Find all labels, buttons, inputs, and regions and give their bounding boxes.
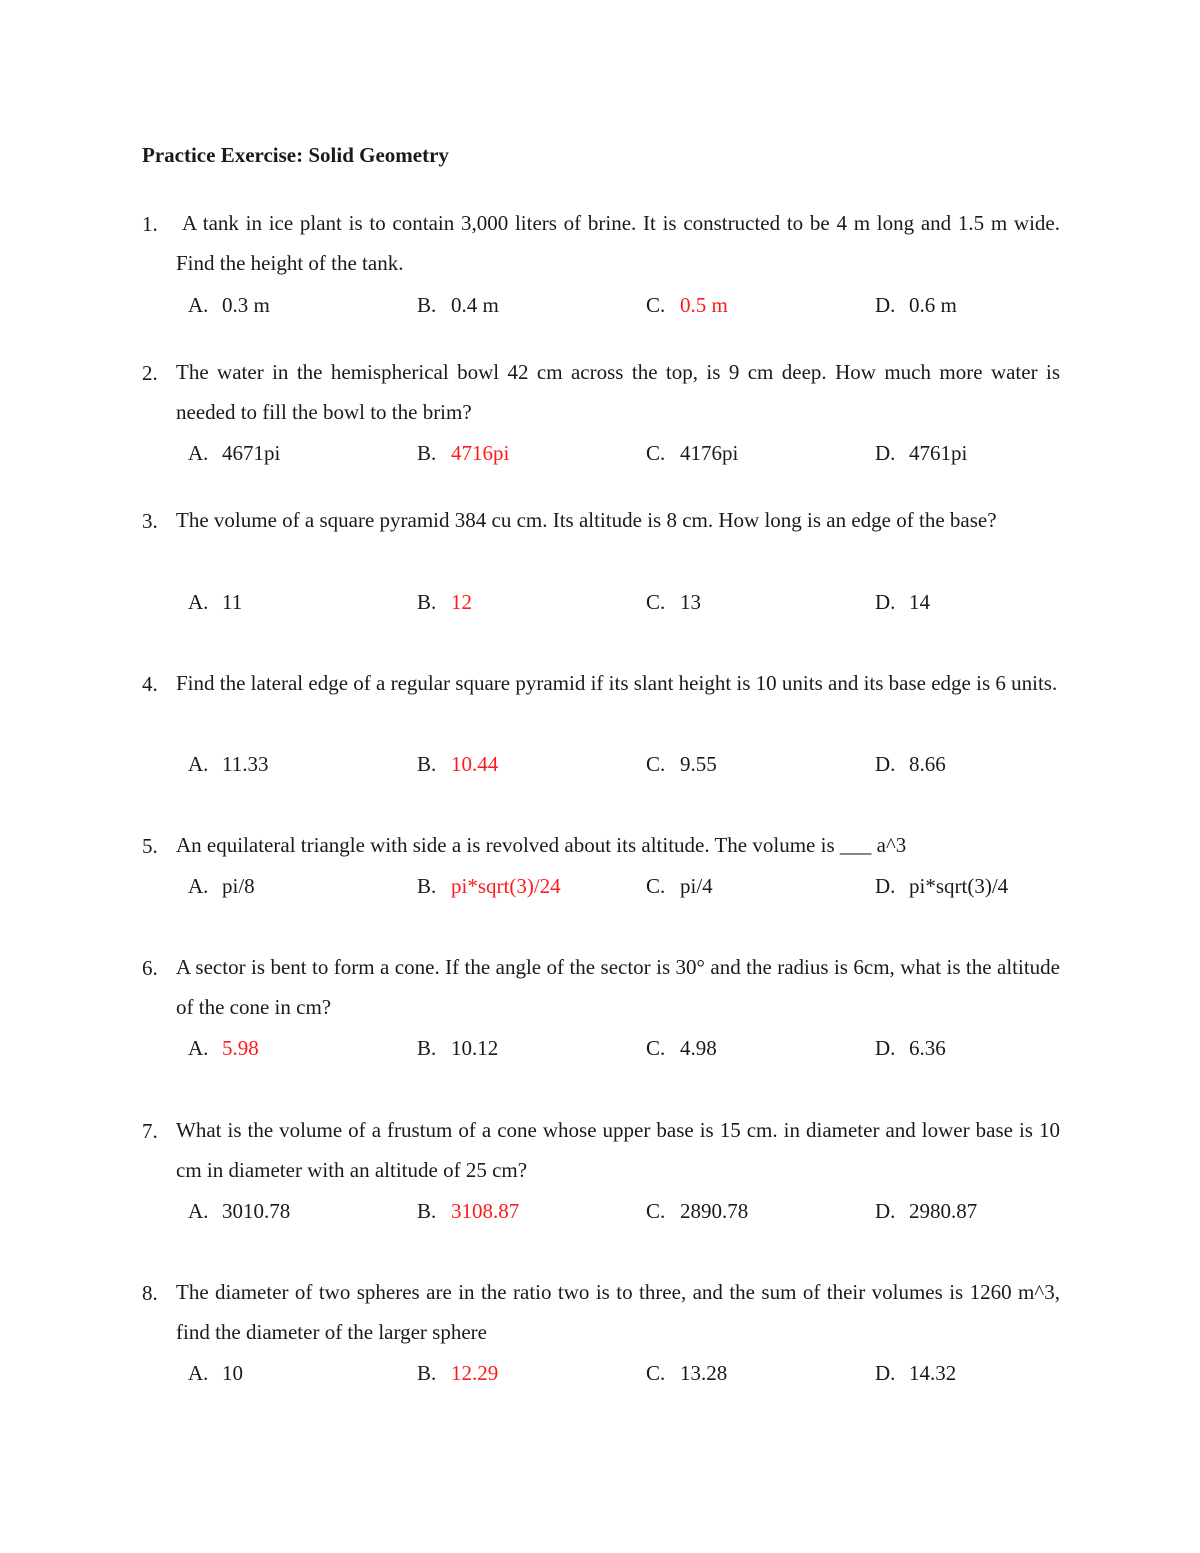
choice-value: 11 [222, 590, 243, 614]
choice-row [188, 590, 1068, 620]
choice-value: pi/8 [222, 874, 255, 898]
choice-value: 2980.87 [909, 1199, 978, 1223]
question-number: 4. [142, 672, 158, 696]
choice-letter: D. [875, 441, 896, 465]
choice-row [188, 293, 1068, 323]
page-title: Practice Exercise: Solid Geometry [142, 143, 449, 167]
choice-value: 4176pi [680, 441, 739, 465]
choice-letter: B. [417, 590, 437, 614]
choice-letter: C. [646, 441, 666, 465]
choice-row [188, 1036, 1068, 1066]
choice-value: 9.55 [680, 752, 717, 776]
question-text: An equilateral triangle with side a is revolved about its altitude. The volume is ___ a^3 [176, 833, 907, 857]
choice-letter: C. [646, 874, 666, 898]
question-text: What is the volume of a frustum of a cone whose upper base is 15 cm. in diameter and lower base is 10 cm in diameter with an altitude of 25 cm? [176, 1118, 1060, 1182]
choice-c [646, 752, 717, 777]
choice-letter: C. [646, 1199, 666, 1223]
choice-value: 8.66 [909, 752, 946, 776]
choice-letter: B. [417, 441, 437, 465]
choice-letter: D. [875, 293, 896, 317]
choice-letter: D. [875, 1036, 896, 1060]
choice-a [188, 590, 242, 615]
choice-b [417, 1036, 498, 1061]
question-number: 8. [142, 1281, 158, 1305]
choice-d [875, 441, 967, 466]
choice-letter: A. [188, 752, 209, 776]
choice-d [875, 1361, 956, 1386]
choice-letter: A. [188, 1361, 209, 1385]
choice-b [417, 441, 509, 466]
choice-letter: B. [417, 1361, 437, 1385]
choice-row [188, 1199, 1068, 1229]
choice-letter: B. [417, 874, 437, 898]
choice-value: 4.98 [680, 1036, 717, 1060]
choice-letter: A. [188, 1199, 209, 1223]
choice-letter: B. [417, 293, 437, 317]
choice-letter: D. [875, 1199, 896, 1223]
question-number: 6. [142, 956, 158, 980]
question-text: A tank in ice plant is to contain 3,000 liters of brine. It is constructed to be 4 m long and 1.5 m wide. Find the height of the tank. [176, 211, 1060, 275]
choice-b [417, 590, 472, 615]
choice-value: 4761pi [909, 441, 968, 465]
choice-letter: C. [646, 1036, 666, 1060]
choice-value: 14 [909, 590, 930, 614]
choice-value: 10 [222, 1361, 243, 1385]
question-text: A sector is bent to form a cone. If the angle of the sector is 30° and the radius is 6cm, what is the altitude of the cone in cm? [176, 955, 1060, 1019]
choice-a [188, 441, 280, 466]
choice-row [188, 752, 1068, 782]
choice-value: 14.32 [909, 1361, 957, 1385]
choice-c [646, 874, 713, 899]
choice-letter: B. [417, 1199, 437, 1223]
choice-row [188, 1361, 1068, 1391]
choice-letter: A. [188, 441, 209, 465]
choice-a [188, 1199, 290, 1224]
choice-value: 0.3 m [222, 293, 270, 317]
choice-c [646, 1036, 717, 1061]
choice-d [875, 1199, 977, 1224]
choice-value: 4671pi [222, 441, 281, 465]
question-number: 5. [142, 834, 158, 858]
choice-d [875, 1036, 946, 1061]
choice-letter: A. [188, 293, 209, 317]
choice-value: 0.4 m [451, 293, 499, 317]
choice-value: 11.33 [222, 752, 269, 776]
choice-a [188, 874, 255, 899]
choice-value: pi*sqrt(3)/4 [909, 874, 1009, 898]
choice-letter: C. [646, 1361, 666, 1385]
choice-letter: B. [417, 1036, 437, 1060]
question-number: 2. [142, 361, 158, 385]
choice-d [875, 752, 946, 777]
choice-letter: B. [417, 752, 437, 776]
choice-letter: C. [646, 293, 666, 317]
choice-b [417, 293, 499, 318]
choice-value: pi/4 [680, 874, 713, 898]
choice-letter: C. [646, 590, 666, 614]
correct-answer: 5.98 [222, 1036, 259, 1060]
choice-value: 0.6 m [909, 293, 957, 317]
correct-answer: 4716pi [451, 441, 510, 465]
choice-value: 13 [680, 590, 701, 614]
question-number: 7. [142, 1119, 158, 1143]
question-number: 3. [142, 509, 158, 533]
question-text: Find the lateral edge of a regular square pyramid if its slant height is 10 units and its base edge is 6 units. [176, 671, 1058, 695]
choice-c [646, 1361, 727, 1386]
correct-answer: 3108.87 [451, 1199, 520, 1223]
choice-row [188, 441, 1068, 471]
choice-letter: A. [188, 1036, 209, 1060]
choice-letter: D. [875, 752, 896, 776]
correct-answer: 12.29 [451, 1361, 499, 1385]
choice-value: 10.12 [451, 1036, 499, 1060]
choice-letter: A. [188, 874, 209, 898]
choice-b [417, 752, 498, 777]
choice-value: 6.36 [909, 1036, 946, 1060]
correct-answer: 10.44 [451, 752, 499, 776]
question-text: The water in the hemispherical bowl 42 cm across the top, is 9 cm deep. How much more water is needed to fill the bowl to the brim? [176, 360, 1060, 424]
choice-value: 13.28 [680, 1361, 728, 1385]
choice-b [417, 1361, 498, 1386]
choice-a [188, 752, 268, 777]
correct-answer: 0.5 m [680, 293, 728, 317]
correct-answer: pi*sqrt(3)/24 [451, 874, 561, 898]
choice-letter: C. [646, 752, 666, 776]
choice-letter: A. [188, 590, 209, 614]
question-text: The volume of a square pyramid 384 cu cm. Its altitude is 8 cm. How long is an edge of the base? [176, 508, 997, 532]
question-text: The diameter of two spheres are in the ratio two is to three, and the sum of their volumes is 1260 m^3, find the diameter of the larger sphere [176, 1280, 1060, 1344]
choice-letter: D. [875, 1361, 896, 1385]
question-number: 1. [142, 212, 158, 236]
choice-d [875, 590, 930, 615]
choice-c [646, 293, 728, 318]
choice-letter: D. [875, 874, 896, 898]
choice-a [188, 1361, 243, 1386]
choice-a [188, 293, 270, 318]
choice-b [417, 1199, 519, 1224]
choice-d [875, 874, 1008, 899]
choice-d [875, 293, 957, 318]
choice-c [646, 1199, 748, 1224]
choice-b [417, 874, 561, 899]
correct-answer: 12 [451, 590, 472, 614]
choice-c [646, 441, 738, 466]
choice-c [646, 590, 701, 615]
choice-letter: D. [875, 590, 896, 614]
choice-value: 3010.78 [222, 1199, 291, 1223]
choice-value: 2890.78 [680, 1199, 749, 1223]
choice-a [188, 1036, 259, 1061]
choice-row [188, 874, 1068, 904]
